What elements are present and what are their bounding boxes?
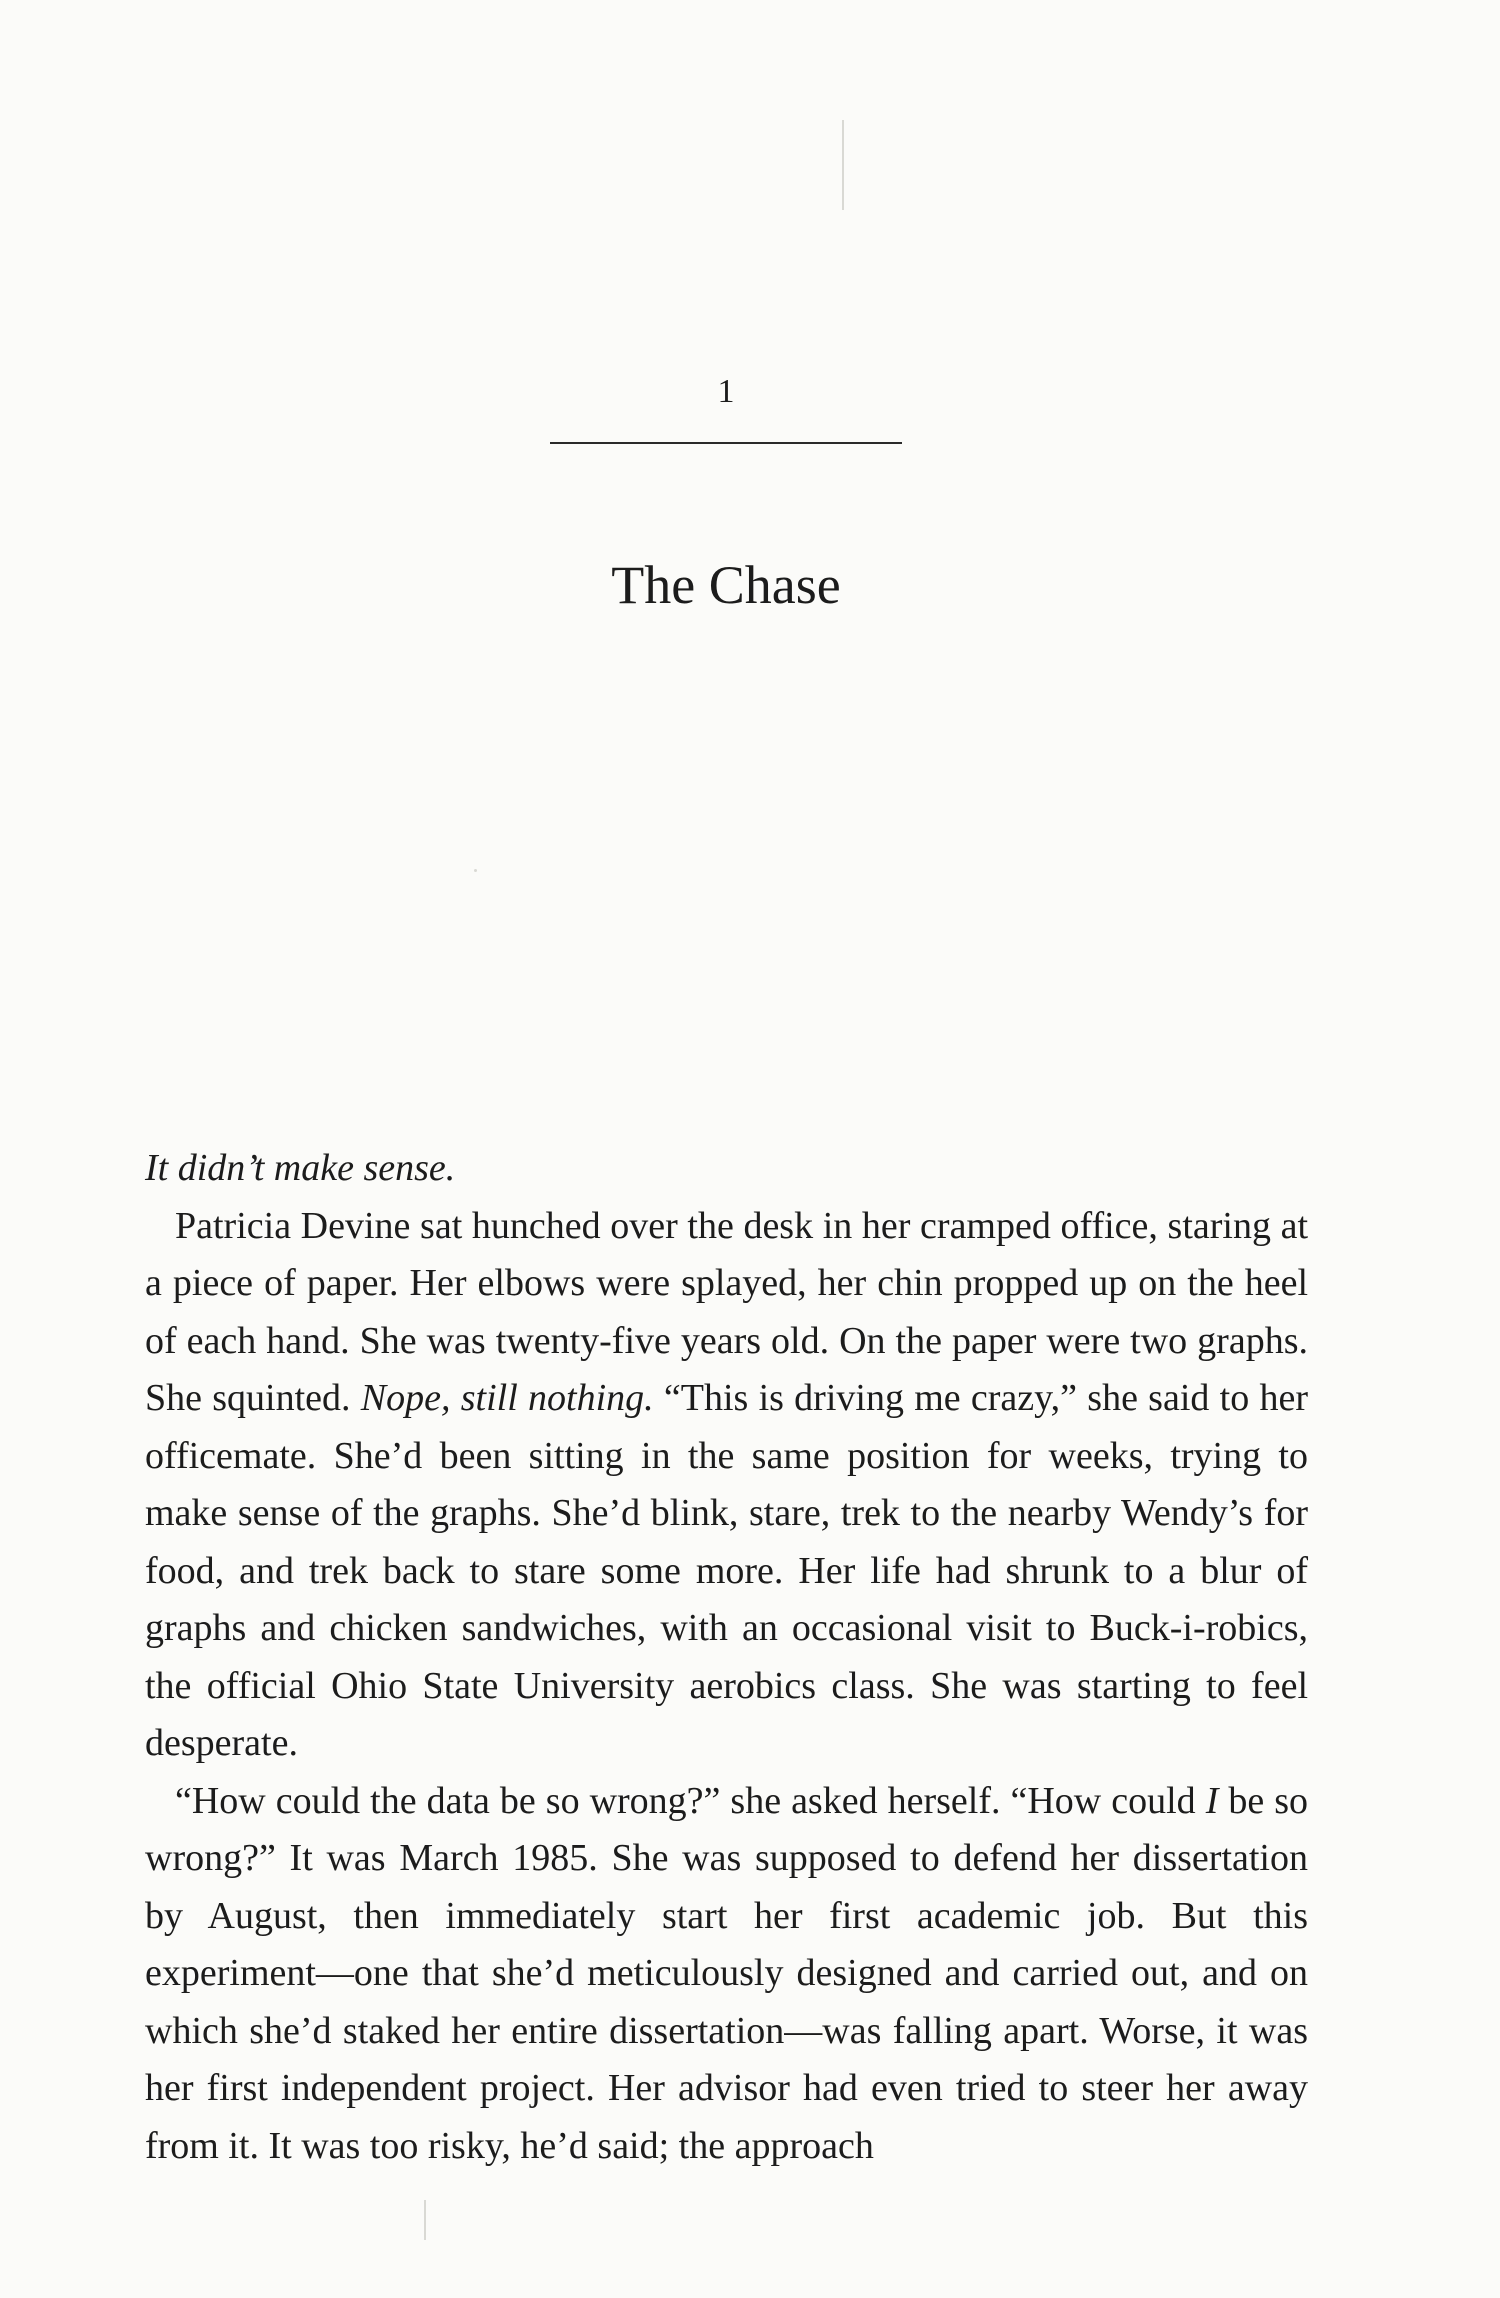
paragraph — [145, 1773, 1308, 2176]
chapter-body-text — [145, 1140, 1308, 2175]
paragraph-segment: be so wrong?” It was March 1985. She was supposed to defend her dissertation by August, then immediately start her first academic job. But this experiment—one that she’d meticulously designed and carried out, and on which she’d staked her entire dissertation—was falling apart. Worse, it was her first independent project. Her advisor had even tried to steer her away from it. It was too risky, he’d said; the approach — [145, 1779, 1309, 2167]
paragraph-opening — [145, 1140, 1308, 1198]
scan-artifact — [424, 2200, 426, 2240]
paragraph-segment: “This is driving me crazy,” she said to her officemate. She’d been sitting in the same position for weeks, trying to make sense of the graphs. She’d blink, stare, trek to the nearby Wendy’s for food, and trek back to stare some more. Her life had shrunk to a blur of graphs and chicken sandwiches, with an occasional visit to Buck-i-robics, the official Ohio State University aerobics class. She was starting to feel desperate. — [145, 1377, 1308, 1764]
paragraph-segment: Patricia Devine sat hunched over the desk in her cramped office, staring at a piece of paper. Her elbows were splayed, her chin propped up on the heel of each hand. She was twenty-five years old. On the paper were two graphs. She squinted. — [145, 1204, 1308, 1419]
chapter-title: The Chase — [611, 555, 841, 615]
chapter-number: 1 — [717, 373, 735, 410]
scan-artifact — [474, 869, 477, 872]
scan-artifact — [842, 120, 844, 210]
paragraph-segment-italic: Nope, still nothing. — [360, 1377, 654, 1419]
paragraph-segment: “How could the data be so wrong?” she asked herself. “How could — [175, 1779, 1206, 1822]
paragraph — [145, 1198, 1308, 1773]
paragraph-segment-italic: I — [1205, 1779, 1219, 1822]
paragraph-segment: It didn’t make sense. — [145, 1147, 456, 1189]
chapter-divider — [550, 442, 902, 444]
